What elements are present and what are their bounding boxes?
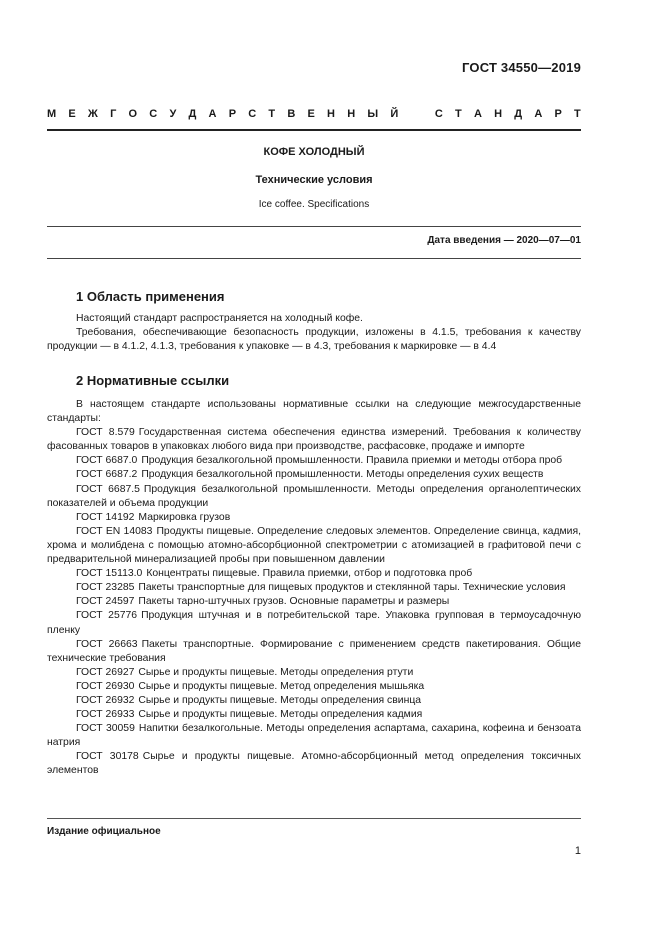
standard-subtitle: Технические условия — [255, 174, 373, 186]
banner-letter: М — [47, 108, 57, 120]
reference-item — [47, 454, 581, 468]
reference-code: ГОСТ 23285 — [76, 582, 135, 594]
reference-code: ГОСТ 24597 — [76, 596, 135, 608]
reference-code: ГОСТ 8.579 — [76, 427, 135, 439]
reference-code: ГОСТ 6687.2 — [76, 469, 138, 481]
reference-item — [47, 511, 581, 525]
reference-code: ГОСТ EN 14083 — [76, 525, 153, 537]
banner-letter: Ы — [367, 108, 379, 120]
banner-letter: Ж — [87, 108, 98, 120]
reference-title: Продукция безалкогольной промышленности. Методы определения органолептических показателей и объема продукции — [47, 483, 581, 509]
reference-title: Сырье и продукты пищевые. Метод определения мышьяка — [138, 680, 425, 692]
banner-letter: А — [473, 108, 482, 120]
reference-title: Концентраты пищевые. Правила приемки, отбор и подготовка проб — [146, 568, 473, 580]
reference-item — [47, 638, 581, 666]
banner-letter: Н — [347, 108, 356, 120]
reference-title: Пакеты тарно-штучных грузов. Основные параметры и размеры — [138, 596, 450, 608]
reference-item — [47, 567, 581, 581]
section-1-paragraph: Требования, обеспечивающие безопасность продукции, изложены в 4.1.5, требования к качеству продукции — в 4.1.2, 4.1.3, требования к упаковке — в 4.3, требования к маркировке — в 4.4 — [47, 327, 581, 352]
reference-item — [47, 708, 581, 722]
banner-letter: Д — [514, 108, 523, 120]
banner-letter: Е — [68, 108, 76, 120]
introduction-date: Дата введения — 2020—07—01 — [427, 235, 581, 246]
section-1-body — [47, 312, 581, 354]
english-title: Ice coffee. Specifications — [258, 199, 370, 210]
reference-item — [47, 750, 581, 778]
header-rule — [47, 129, 581, 131]
reference-code: ГОСТ 26932 — [76, 694, 135, 706]
reference-title: Пакеты транспортные для пищевых продуктов и стеклянной тары. Технические условия — [138, 582, 566, 594]
reference-code: ГОСТ 15113.0 — [76, 568, 143, 580]
section-2-heading: 2 Нормативные ссылки — [76, 373, 230, 388]
reference-item — [47, 680, 581, 694]
title-rule — [47, 226, 581, 227]
footer-rule — [47, 818, 581, 819]
banner-letter: Г — [110, 108, 117, 120]
banner-letter: Н — [327, 108, 335, 120]
reference-list — [47, 426, 581, 778]
reference-code: ГОСТ 26933 — [76, 709, 135, 721]
section-1-heading: 1 Область применения — [76, 289, 225, 304]
page-number: 1 — [574, 845, 581, 857]
reference-title: Маркировка грузов — [138, 511, 231, 523]
reference-item — [47, 483, 581, 511]
reference-code: ГОСТ 26927 — [76, 666, 135, 678]
banner-letter: Е — [307, 108, 315, 120]
reference-code: ГОСТ 30059 — [76, 723, 135, 735]
reference-item — [47, 609, 581, 637]
normative-references — [47, 398, 581, 779]
reference-code: ГОСТ 26663 — [76, 638, 138, 650]
banner-letter: О — [128, 108, 138, 120]
reference-code: ГОСТ 26930 — [76, 680, 135, 692]
reference-item — [47, 525, 581, 567]
banner-letter: С — [149, 108, 158, 120]
document-code: ГОСТ 34550—2019 — [462, 60, 581, 75]
reference-title: Сырье и продукты пищевые. Методы определения ртути — [138, 666, 414, 678]
section-1-paragraph: Настоящий стандарт распространяется на холодный кофе. — [76, 313, 363, 324]
official-edition-label: Издание официальное — [47, 826, 161, 837]
banner-letter: Т — [574, 108, 581, 120]
reference-code: ГОСТ 25776 — [76, 610, 138, 622]
banner-letter: В — [287, 108, 296, 120]
banner-letter: Т — [455, 108, 462, 120]
reference-item — [47, 595, 581, 609]
banner-letter: Т — [268, 108, 276, 120]
reference-item — [47, 694, 581, 708]
reference-title: Сырье и продукты пищевые. Методы определения свинца — [138, 694, 422, 706]
reference-title: Сырье и продукты пищевые. Методы определения кадмия — [138, 709, 423, 721]
banner-letter: У — [169, 108, 177, 120]
banner-letter: Р — [554, 108, 562, 120]
date-rule — [47, 258, 581, 259]
banner-letter: Й — [390, 108, 399, 120]
reference-item — [47, 468, 581, 482]
reference-item — [47, 426, 581, 454]
reference-code: ГОСТ 6687.0 — [76, 455, 138, 467]
banner-letter: Р — [228, 108, 237, 120]
banner-letter: А — [208, 108, 217, 120]
references-intro: В настоящем стандарте использованы нормативные ссылки на следующие межгосударственные стандарты: — [47, 399, 581, 425]
banner-letter: С — [434, 108, 443, 120]
reference-title: Пакеты транспортные. Формирование с применением средств пакетирования. Общие технические требования — [47, 638, 581, 664]
reference-title: Напитки безалкогольные. Методы определения аспартама, сахарина, кофеина и бензоата натрия — [47, 723, 581, 749]
banner-letter: А — [534, 108, 543, 120]
reference-title: Продукция штучная и в потребительской таре. Упаковка групповая в термоусадочную пленку — [47, 610, 581, 636]
standard-title: КОФЕ ХОЛОДНЫЙ — [263, 146, 365, 158]
reference-item — [47, 666, 581, 680]
reference-code: ГОСТ 6687.5 — [76, 483, 140, 495]
reference-title: Продукция безалкогольной промышленности. Правила приемки и методы отбора проб — [141, 455, 563, 467]
reference-title: Государственная система обеспечения единства измерений. Требования к количеству фасованных товаров в упаковках любого вида при производстве, расфасовке, продаже и импорте — [47, 427, 581, 453]
reference-title: Продукция безалкогольной промышленности. Методы определения сухих веществ — [141, 469, 544, 481]
reference-title: Продукты пищевые. Определение следовых элементов. Определение свинца, кадмия, хрома и молибдена с помощью атомно-абсорбционной спектрометрии с атомизацией в графитовой печи с предварительной минерализацией пробы при повышенном давлении — [47, 525, 581, 566]
banner-letter: Н — [494, 108, 503, 120]
reference-code: ГОСТ 30178 — [76, 751, 139, 763]
banner-letter: С — [248, 108, 257, 120]
reference-code: ГОСТ 14192 — [76, 511, 135, 523]
reference-item — [47, 581, 581, 595]
banner-letter: Д — [188, 108, 197, 120]
interstate-standard-banner — [47, 108, 581, 120]
reference-item — [47, 722, 581, 750]
reference-title: Сырье и продукты пищевые. Атомно-абсорбционный метод определения токсичных элементов — [47, 751, 581, 777]
